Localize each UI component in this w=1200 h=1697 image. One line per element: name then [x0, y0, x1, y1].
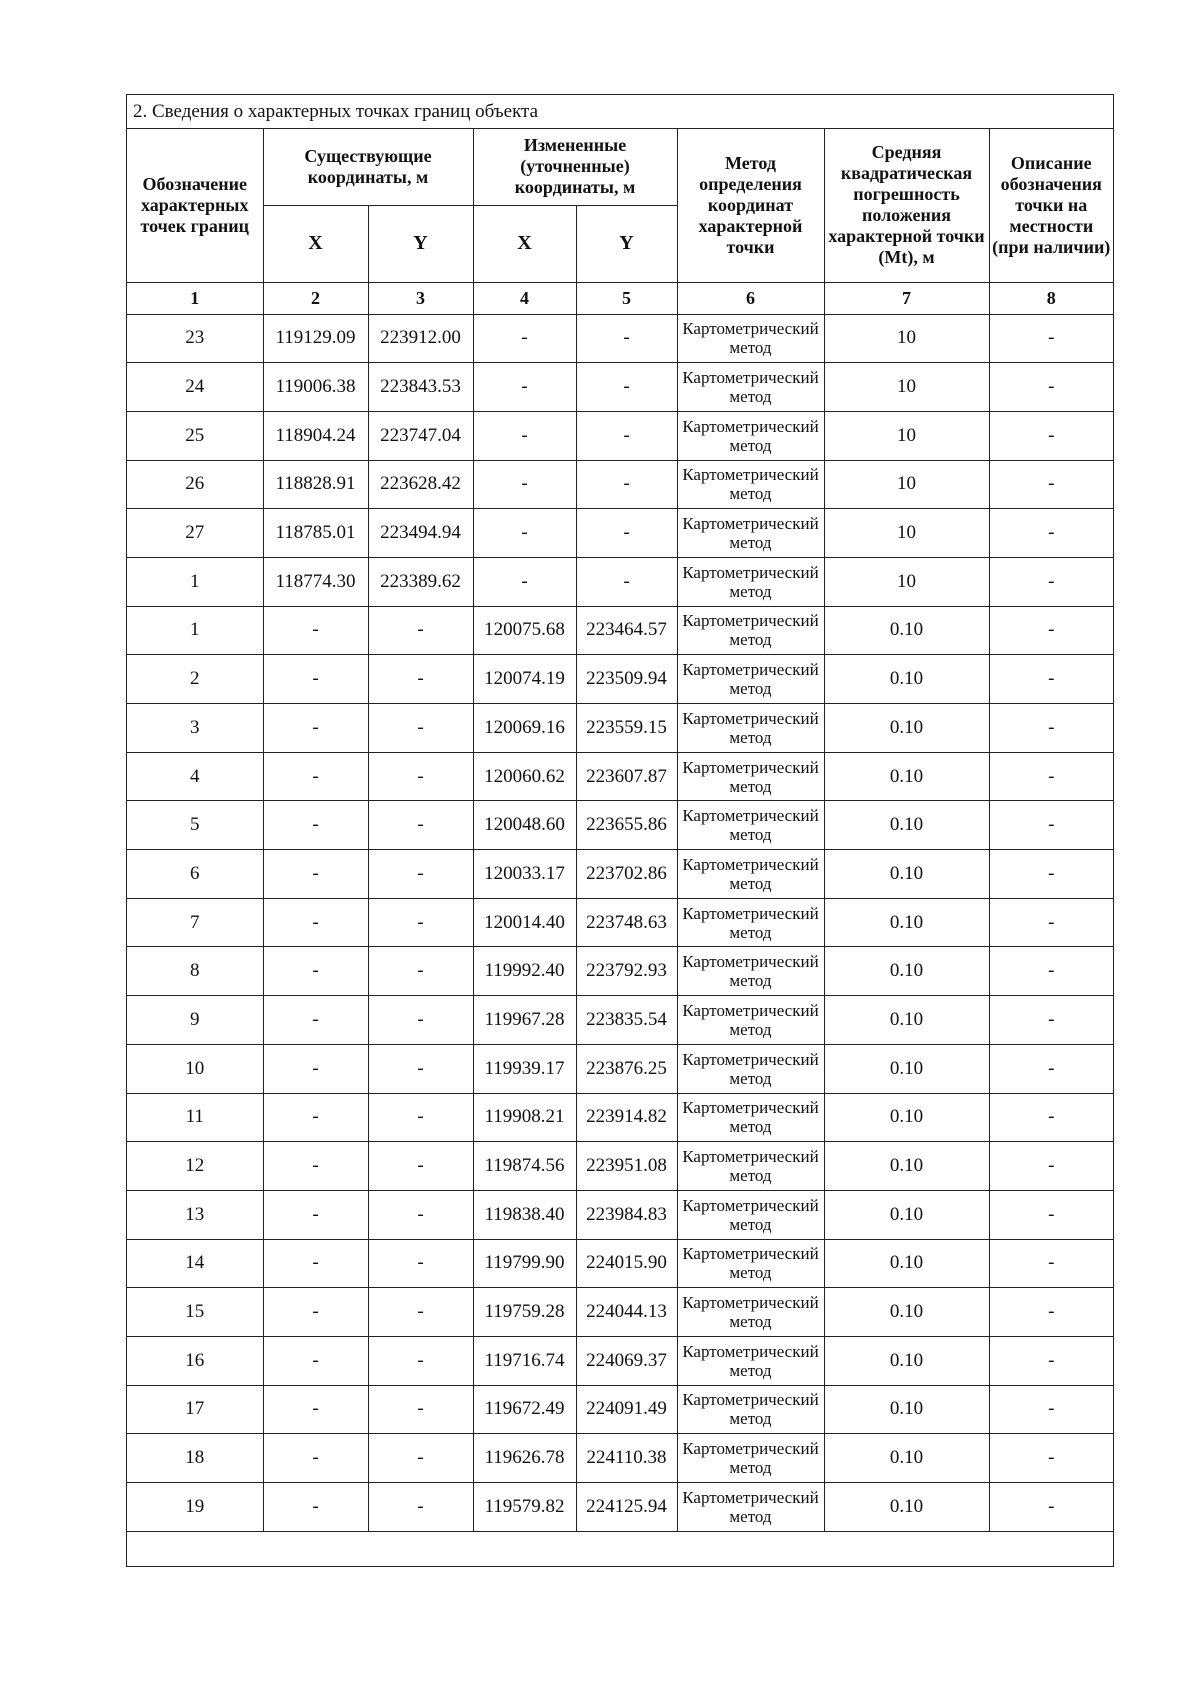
cell-mean-error: 0.10	[824, 1288, 989, 1337]
cell-mean-error: 0.10	[824, 655, 989, 704]
cell-existing-x: -	[263, 1385, 368, 1434]
cell-existing-y: 223389.62	[368, 557, 473, 606]
cell-existing-y: -	[368, 752, 473, 801]
cell-mean-error: 0.10	[824, 1385, 989, 1434]
cell-changed-x: 119992.40	[473, 947, 576, 996]
cell-description: -	[989, 801, 1113, 850]
cell-point: 3	[127, 704, 263, 753]
table-row	[127, 1044, 1113, 1093]
cell-changed-y: 224069.37	[576, 1336, 677, 1385]
table-row	[127, 411, 1113, 460]
table-row	[127, 850, 1113, 899]
cell-changed-x: 119908.21	[473, 1093, 576, 1142]
cell-method: Картометрический метод	[677, 460, 824, 509]
cell-mean-error: 0.10	[824, 752, 989, 801]
cell-changed-x: 119939.17	[473, 1044, 576, 1093]
cell-existing-x: -	[263, 1044, 368, 1093]
cell-existing-y: -	[368, 606, 473, 655]
cell-changed-y: 223876.25	[576, 1044, 677, 1093]
cell-existing-y: -	[368, 1239, 473, 1288]
cell-existing-y: -	[368, 655, 473, 704]
cell-point: 15	[127, 1288, 263, 1337]
cell-method: Картометрический метод	[677, 1385, 824, 1434]
table-row	[127, 1483, 1113, 1532]
cell-existing-x: 119006.38	[263, 363, 368, 412]
cell-changed-x: 119626.78	[473, 1434, 576, 1483]
cell-changed-x: 119672.49	[473, 1385, 576, 1434]
cell-existing-y: -	[368, 1142, 473, 1191]
cell-changed-x: -	[473, 363, 576, 412]
cell-mean-error: 0.10	[824, 947, 989, 996]
cell-changed-y: 224125.94	[576, 1483, 677, 1532]
cell-point: 4	[127, 752, 263, 801]
cell-existing-x: -	[263, 1239, 368, 1288]
cell-method: Картометрический метод	[677, 557, 824, 606]
table-footer-row	[127, 1531, 1113, 1566]
cell-description: -	[989, 1093, 1113, 1142]
table-row	[127, 704, 1113, 753]
cell-method: Картометрический метод	[677, 898, 824, 947]
cell-method: Картометрический метод	[677, 314, 824, 363]
cell-existing-y: -	[368, 1093, 473, 1142]
column-number: 5	[576, 282, 677, 314]
cell-method: Картометрический метод	[677, 655, 824, 704]
cell-method: Картометрический метод	[677, 1190, 824, 1239]
cell-changed-x: 120014.40	[473, 898, 576, 947]
cell-changed-x: 119799.90	[473, 1239, 576, 1288]
header-changed-coordinates: Измененные (уточненные) координаты, м	[473, 129, 677, 205]
column-number: 6	[677, 282, 824, 314]
cell-changed-y: -	[576, 460, 677, 509]
column-number: 1	[127, 282, 263, 314]
cell-point: 12	[127, 1142, 263, 1191]
cell-description: -	[989, 850, 1113, 899]
cell-existing-y: -	[368, 1434, 473, 1483]
header-existing-coordinates: Существующие координаты, м	[263, 129, 473, 205]
cell-changed-x: -	[473, 460, 576, 509]
cell-changed-x: 120033.17	[473, 850, 576, 899]
table-row	[127, 1142, 1113, 1191]
cell-existing-x: 118785.01	[263, 509, 368, 558]
cell-changed-x: 119716.74	[473, 1336, 576, 1385]
cell-point: 25	[127, 411, 263, 460]
cell-mean-error: 10	[824, 557, 989, 606]
cell-method: Картометрический метод	[677, 704, 824, 753]
cell-changed-x: 120075.68	[473, 606, 576, 655]
cell-method: Картометрический метод	[677, 752, 824, 801]
cell-existing-y: -	[368, 801, 473, 850]
cell-existing-y: 223747.04	[368, 411, 473, 460]
cell-existing-x: -	[263, 898, 368, 947]
cell-description: -	[989, 1239, 1113, 1288]
cell-existing-x: -	[263, 655, 368, 704]
cell-existing-y: -	[368, 704, 473, 753]
cell-description: -	[989, 1483, 1113, 1532]
cell-changed-y: 224044.13	[576, 1288, 677, 1337]
cell-mean-error: 0.10	[824, 996, 989, 1045]
cell-changed-y: 223702.86	[576, 850, 677, 899]
cell-description: -	[989, 606, 1113, 655]
cell-existing-y: 223843.53	[368, 363, 473, 412]
cell-description: -	[989, 314, 1113, 363]
cell-method: Картометрический метод	[677, 1142, 824, 1191]
column-number: 4	[473, 282, 576, 314]
cell-changed-y: 224110.38	[576, 1434, 677, 1483]
cell-mean-error: 10	[824, 314, 989, 363]
cell-mean-error: 0.10	[824, 704, 989, 753]
cell-point: 18	[127, 1434, 263, 1483]
cell-existing-x: 118828.91	[263, 460, 368, 509]
cell-mean-error: 0.10	[824, 1142, 989, 1191]
cell-description: -	[989, 1142, 1113, 1191]
cell-changed-y: -	[576, 314, 677, 363]
cell-method: Картометрический метод	[677, 1093, 824, 1142]
cell-description: -	[989, 509, 1113, 558]
cell-changed-x: -	[473, 411, 576, 460]
cell-point: 10	[127, 1044, 263, 1093]
cell-changed-x: 120048.60	[473, 801, 576, 850]
cell-changed-x: 120074.19	[473, 655, 576, 704]
cell-description: -	[989, 1044, 1113, 1093]
cell-mean-error: 10	[824, 509, 989, 558]
table-row	[127, 314, 1113, 363]
cell-description: -	[989, 996, 1113, 1045]
cell-changed-y: 223464.57	[576, 606, 677, 655]
cell-existing-x: -	[263, 1190, 368, 1239]
cell-description: -	[989, 1434, 1113, 1483]
cell-changed-y: 223607.87	[576, 752, 677, 801]
cell-existing-y: -	[368, 898, 473, 947]
table-row	[127, 1239, 1113, 1288]
cell-existing-x: -	[263, 1142, 368, 1191]
table-row	[127, 460, 1113, 509]
cell-existing-y: 223912.00	[368, 314, 473, 363]
cell-existing-x: 118904.24	[263, 411, 368, 460]
cell-changed-y: 223914.82	[576, 1093, 677, 1142]
cell-method: Картометрический метод	[677, 1434, 824, 1483]
cell-point: 1	[127, 557, 263, 606]
cell-method: Картометрический метод	[677, 1239, 824, 1288]
cell-description: -	[989, 363, 1113, 412]
cell-mean-error: 0.10	[824, 1190, 989, 1239]
cell-existing-y: 223494.94	[368, 509, 473, 558]
column-number-row	[127, 282, 1113, 314]
column-number: 2	[263, 282, 368, 314]
table-row	[127, 801, 1113, 850]
header-point-designation: Обозначение характерных точек границ	[127, 129, 263, 282]
cell-existing-y: -	[368, 1044, 473, 1093]
cell-description: -	[989, 1288, 1113, 1337]
cell-existing-x: 119129.09	[263, 314, 368, 363]
cell-changed-x: -	[473, 314, 576, 363]
table-body	[127, 314, 1113, 1531]
cell-method: Картометрический метод	[677, 801, 824, 850]
column-number: 3	[368, 282, 473, 314]
cell-changed-y: 224015.90	[576, 1239, 677, 1288]
cell-existing-y: -	[368, 996, 473, 1045]
cell-description: -	[989, 1336, 1113, 1385]
cell-method: Картометрический метод	[677, 509, 824, 558]
cell-existing-y: -	[368, 1483, 473, 1532]
table-row	[127, 1336, 1113, 1385]
table-row	[127, 752, 1113, 801]
cell-existing-x: -	[263, 801, 368, 850]
cell-description: -	[989, 411, 1113, 460]
cell-existing-y: -	[368, 850, 473, 899]
table-row	[127, 1093, 1113, 1142]
cell-point: 7	[127, 898, 263, 947]
table-row	[127, 606, 1113, 655]
table-row	[127, 1434, 1113, 1483]
cell-mean-error: 0.10	[824, 1044, 989, 1093]
cell-mean-error: 0.10	[824, 1093, 989, 1142]
cell-point: 1	[127, 606, 263, 655]
cell-mean-error: 10	[824, 460, 989, 509]
cell-point: 9	[127, 996, 263, 1045]
cell-existing-x: -	[263, 1093, 368, 1142]
column-number: 8	[989, 282, 1113, 314]
cell-changed-x: 120060.62	[473, 752, 576, 801]
cell-mean-error: 0.10	[824, 1239, 989, 1288]
cell-method: Картометрический метод	[677, 850, 824, 899]
cell-method: Картометрический метод	[677, 996, 824, 1045]
cell-method: Картометрический метод	[677, 1336, 824, 1385]
cell-changed-y: -	[576, 557, 677, 606]
table-row	[127, 1190, 1113, 1239]
cell-mean-error: 0.10	[824, 801, 989, 850]
cell-existing-x: -	[263, 1288, 368, 1337]
cell-changed-x: 119874.56	[473, 1142, 576, 1191]
cell-mean-error: 0.10	[824, 850, 989, 899]
cell-point: 19	[127, 1483, 263, 1532]
header-mean-error: Средняя квадратическая погрешность положения характерной точки (Mt), м	[824, 129, 989, 282]
header-changed-x: X	[473, 205, 576, 282]
cell-existing-x: -	[263, 704, 368, 753]
document-frame	[126, 94, 1114, 1567]
table-row	[127, 509, 1113, 558]
cell-mean-error: 0.10	[824, 1483, 989, 1532]
cell-existing-y: 223628.42	[368, 460, 473, 509]
cell-method: Картометрический метод	[677, 947, 824, 996]
cell-existing-y: -	[368, 947, 473, 996]
cell-method: Картометрический метод	[677, 363, 824, 412]
cell-point: 17	[127, 1385, 263, 1434]
cell-changed-y: 224091.49	[576, 1385, 677, 1434]
column-number: 7	[824, 282, 989, 314]
cell-description: -	[989, 460, 1113, 509]
cell-description: -	[989, 557, 1113, 606]
cell-point: 26	[127, 460, 263, 509]
cell-point: 13	[127, 1190, 263, 1239]
boundary-points-table	[127, 129, 1113, 1532]
cell-description: -	[989, 898, 1113, 947]
cell-point: 6	[127, 850, 263, 899]
header-existing-x: X	[263, 205, 368, 282]
cell-changed-x: -	[473, 509, 576, 558]
table-row	[127, 1385, 1113, 1434]
header-method: Метод определения координат характерной точки	[677, 129, 824, 282]
cell-existing-x: -	[263, 996, 368, 1045]
cell-changed-x: 119838.40	[473, 1190, 576, 1239]
cell-existing-y: -	[368, 1385, 473, 1434]
cell-changed-x: 120069.16	[473, 704, 576, 753]
cell-method: Картометрический метод	[677, 1288, 824, 1337]
cell-mean-error: 10	[824, 363, 989, 412]
table-row	[127, 363, 1113, 412]
cell-existing-x: -	[263, 1336, 368, 1385]
cell-existing-y: -	[368, 1336, 473, 1385]
cell-existing-x: -	[263, 850, 368, 899]
cell-method: Картометрический метод	[677, 606, 824, 655]
cell-changed-x: -	[473, 557, 576, 606]
cell-mean-error: 0.10	[824, 1434, 989, 1483]
cell-point: 16	[127, 1336, 263, 1385]
header-description: Описание обозначения точки на местности (при наличии)	[989, 129, 1113, 282]
header-existing-y: Y	[368, 205, 473, 282]
cell-existing-x: -	[263, 947, 368, 996]
cell-point: 27	[127, 509, 263, 558]
cell-changed-y: 223984.83	[576, 1190, 677, 1239]
cell-existing-x: -	[263, 1434, 368, 1483]
cell-point: 14	[127, 1239, 263, 1288]
cell-changed-y: 223951.08	[576, 1142, 677, 1191]
cell-changed-x: 119759.28	[473, 1288, 576, 1337]
cell-changed-x: 119967.28	[473, 996, 576, 1045]
cell-point: 8	[127, 947, 263, 996]
cell-description: -	[989, 704, 1113, 753]
cell-description: -	[989, 752, 1113, 801]
cell-changed-y: -	[576, 411, 677, 460]
table-row	[127, 655, 1113, 704]
cell-changed-x: 119579.82	[473, 1483, 576, 1532]
cell-changed-y: 223792.93	[576, 947, 677, 996]
cell-changed-y: 223835.54	[576, 996, 677, 1045]
cell-existing-y: -	[368, 1190, 473, 1239]
table-row	[127, 1288, 1113, 1337]
cell-existing-x: -	[263, 1483, 368, 1532]
cell-point: 5	[127, 801, 263, 850]
cell-point: 24	[127, 363, 263, 412]
cell-changed-y: 223655.86	[576, 801, 677, 850]
header-changed-y: Y	[576, 205, 677, 282]
table-row	[127, 898, 1113, 947]
cell-existing-y: -	[368, 1288, 473, 1337]
cell-existing-x: -	[263, 752, 368, 801]
cell-changed-y: 223509.94	[576, 655, 677, 704]
cell-existing-x: 118774.30	[263, 557, 368, 606]
cell-mean-error: 0.10	[824, 898, 989, 947]
cell-description: -	[989, 655, 1113, 704]
cell-changed-y: -	[576, 509, 677, 558]
cell-description: -	[989, 1190, 1113, 1239]
cell-mean-error: 10	[824, 411, 989, 460]
table-row	[127, 557, 1113, 606]
section-title: 2. Сведения о характерных точках границ объекта	[127, 95, 1113, 129]
cell-method: Картометрический метод	[677, 1483, 824, 1532]
cell-method: Картометрический метод	[677, 1044, 824, 1093]
cell-existing-x: -	[263, 606, 368, 655]
cell-point: 11	[127, 1093, 263, 1142]
cell-description: -	[989, 947, 1113, 996]
cell-description: -	[989, 1385, 1113, 1434]
table-row	[127, 996, 1113, 1045]
cell-changed-y: 223559.15	[576, 704, 677, 753]
table-row	[127, 947, 1113, 996]
cell-changed-y: -	[576, 363, 677, 412]
cell-mean-error: 0.10	[824, 606, 989, 655]
cell-mean-error: 0.10	[824, 1336, 989, 1385]
cell-changed-y: 223748.63	[576, 898, 677, 947]
cell-point: 23	[127, 314, 263, 363]
cell-method: Картометрический метод	[677, 411, 824, 460]
cell-point: 2	[127, 655, 263, 704]
